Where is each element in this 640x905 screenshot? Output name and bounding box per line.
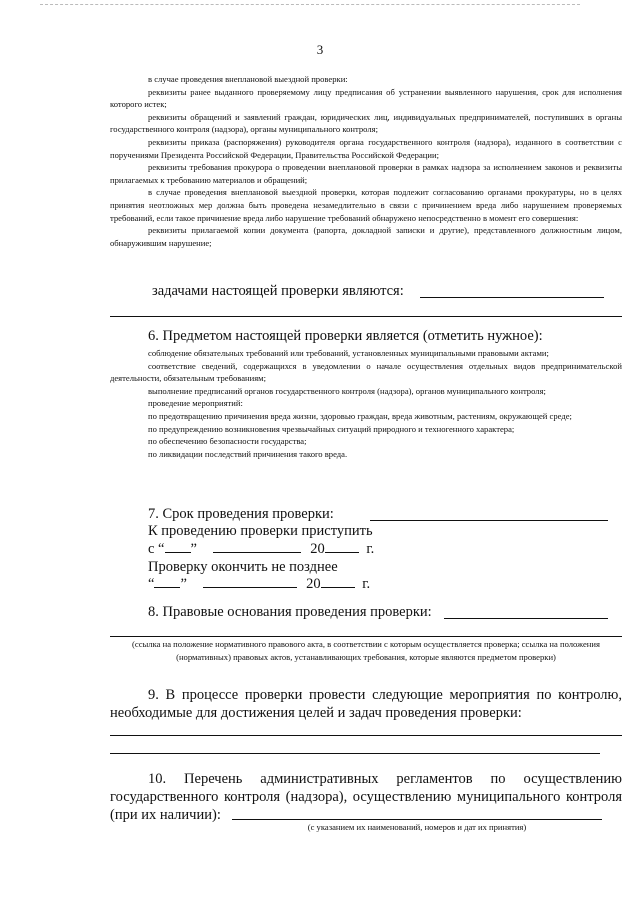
subject-item: по предупреждению возникновения чрезвычайных ситуаций природного и техногенного характера;: [148, 423, 515, 434]
subject-item: по обеспечению безопасности государства;: [148, 436, 307, 447]
start-date-line: с “ ” 20 г.: [148, 541, 375, 557]
start-label: К проведению проверки приступить: [148, 523, 373, 539]
end-year-field[interactable]: [321, 575, 355, 588]
section7-heading: 7. Срок проведения проверки:: [148, 506, 334, 522]
intro-paragraph: реквизиты обращений и заявлений граждан, юридических лиц, индивидуальных предпринимателей, поступивших в органы государственного контроля (надзора), органы муниципального контроля;: [110, 111, 622, 135]
regulations-fill-line[interactable]: [232, 819, 602, 820]
section10-heading: 10. Перечень административных регламентов по осуществлению государственного контроля (надзора), осуществлению муниципального контроля (при их наличии):: [110, 771, 622, 823]
subject-item: соблюдение обязательных требований или требований, установленных муниципальными правовыми актами;: [148, 348, 549, 358]
legal-basis-fill-line-2[interactable]: [110, 636, 622, 637]
subject-item: проведение мероприятий:: [148, 398, 243, 409]
end-month-field[interactable]: [203, 575, 297, 588]
legal-basis-fill-line[interactable]: [444, 618, 608, 619]
section9-heading: 9. В процессе проверки провести следующие мероприятия по контролю, необходимые для достижения целей и задач проведения проверки:: [110, 687, 622, 721]
subject-item: по предотвращению причинения вреда жизни, здоровью граждан, вреда животным, растениям, окружающей среде;: [148, 410, 572, 421]
end-label: Проверку окончить не позднее: [148, 559, 338, 575]
subject-item: по ликвидации последствий причинения такого вреда.: [148, 448, 348, 459]
measures-fill-line[interactable]: [110, 735, 622, 736]
intro-paragraph: реквизиты ранее выданного проверяемому лицу предписания об устранении выявленного нарушения, срок для исполнения которого истек;: [110, 86, 622, 110]
section10-caption: (с указанием их наименований, номеров и дат их принятия): [307, 822, 527, 832]
intro-paragraph: реквизиты требования прокурора о проведении внеплановой проверки в рамках надзора за исполнением законов и реквизиты прилагаемых к требованию материалов и обращений;: [110, 162, 622, 185]
intro-paragraph: реквизиты приказа (распоряжения) руководителя органа государственного контроля (надзора), изданного в соответствии с поручениями Президента Российской Федерации, Правительства Российской Федерации;: [110, 136, 622, 160]
period-fill-line[interactable]: [370, 520, 608, 521]
intro-paragraph: в случае проведения внеплановой выездной проверки:: [148, 74, 348, 84]
intro-paragraph: в случае проведения внеплановой выездной проверки, которая подлежит согласованию органами прокуратуры, но в целях принятия неотложных мер должна быть проведена незамедлительно в связи с причинением вреда либо нарушением проверяемых требований, если такое причинение вреда либо нарушение требований обнаружено непосредственно в момент его совершения:: [110, 187, 622, 223]
start-year-field[interactable]: [325, 540, 359, 553]
section6-items: [110, 347, 622, 460]
start-month-field[interactable]: [213, 540, 301, 553]
intro-paragraph: реквизиты прилагаемой копии документа (рапорта, докладной записки и другие), представленного должностным лицом, обнаружившим нарушение;: [110, 225, 622, 248]
intro-section: [110, 73, 622, 249]
tasks-fill-line[interactable]: [420, 297, 604, 298]
subject-item: соответствие сведений, содержащихся в уведомлении о начале осуществления отдельных видов предпринимательской деятельности, обязательным требованиям;: [110, 360, 622, 384]
end-day-field[interactable]: [154, 575, 180, 588]
section8-caption: (ссылка на положение нормативного правового акта, в соответствии с которым осуществляется проверка; ссылка на положения (нормативных) правовых актов, устанавливающих требования, которые являются предметом проверки): [132, 639, 600, 662]
page-number: 3: [316, 42, 324, 57]
measures-fill-line-2[interactable]: [110, 753, 600, 754]
subject-item: выполнение предписаний органов государственного контроля (надзора), органов муниципального контроля;: [148, 385, 546, 396]
tasks-label: задачами настоящей проверки являются:: [152, 283, 404, 299]
section8-heading: 8. Правовые основания проведения проверки:: [148, 604, 432, 620]
section6-heading: 6. Предметом настоящей проверки является (отметить нужное):: [148, 328, 543, 344]
start-day-field[interactable]: [165, 540, 191, 553]
end-date-line: “ ” 20 г.: [148, 576, 371, 592]
tasks-fill-line-2[interactable]: [110, 316, 622, 317]
top-scan-edge: [40, 4, 580, 5]
